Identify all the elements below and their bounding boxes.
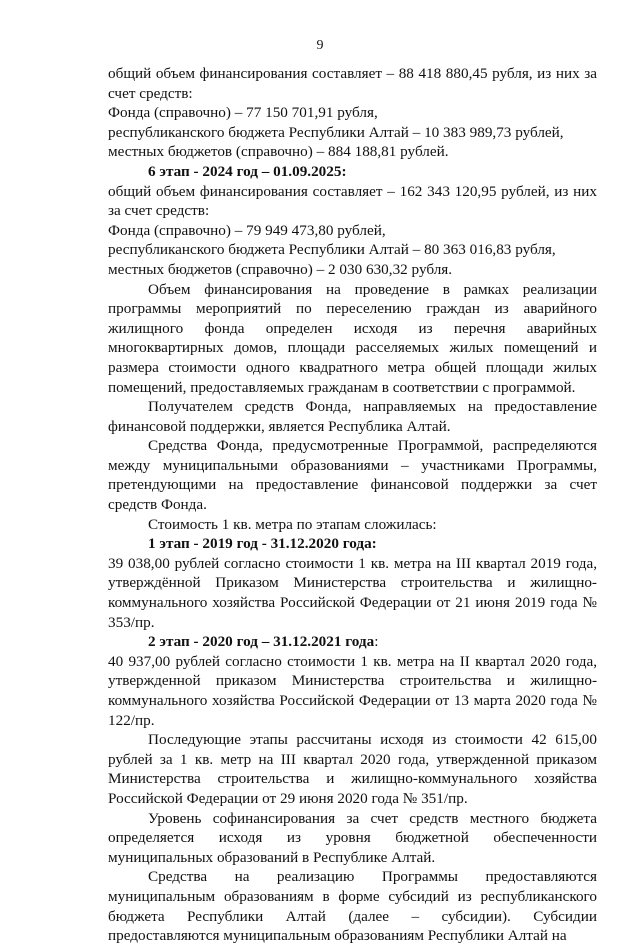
stage-heading-bold: 2 этап - 2020 год – 31.12.2021 года [148, 633, 375, 651]
paragraph: Последующие этапы рассчитаны исходя из стоимости 42 615,00 рублей за 1 кв. метр на III квартал 2020 года, утвержденной приказом Министерства строительства и жилищно-коммунального хозяйства Российской Федерации от 29 июня 2020 года № 351/пр. [108, 731, 597, 807]
stage-heading [108, 632, 597, 652]
paragraph: Фонда (справочно) – 79 949 473,80 рублей, [108, 221, 386, 239]
paragraph: Фонда (справочно) – 77 150 701,91 рубля, [108, 104, 378, 122]
paragraph: общий объем финансирования составляет – 162 343 120,95 рублей, из них за счет средств: [108, 182, 597, 220]
paragraph: республиканского бюджета Республики Алтай – 80 363 016,83 рубля, [108, 241, 556, 259]
stage-heading [108, 162, 597, 182]
paragraph: Средства Фонда, предусмотренные Программой, распределяются между муниципальными образованиями – участниками Программы, претендующими на предоставление финансовой поддержки за счет средств Фонда. [108, 437, 597, 514]
stage-heading-bold: 1 этап - 2019 год - 31.12.2020 года: [148, 535, 377, 553]
document-body [108, 64, 597, 946]
paragraph: республиканского бюджета Республики Алтай – 10 383 989,73 рублей, [108, 123, 564, 141]
paragraph: Уровень софинансирования за счет средств местного бюджета определяется исходя из уровня бюджетной обеспеченности муниципальных образований в Республике Алтай. [108, 809, 597, 866]
paragraph: местных бюджетов (справочно) – 884 188,81 рублей. [108, 143, 449, 161]
paragraph: Получателем средств Фонда, направляемых на предоставление финансовой поддержки, является Республика Алтай. [108, 398, 597, 435]
paragraph: 40 937,00 рублей согласно стоимости 1 кв. метра на II квартал 2020 года, утвержденной приказом Министерства строительства и жилищно-коммунального хозяйства Российской Федерации от 13 марта 2020 года № 122/пр. [108, 652, 597, 729]
paragraph: местных бюджетов (справочно) – 2 030 630,32 рубля. [108, 260, 453, 278]
stage-heading-rest: : [374, 633, 379, 651]
paragraph: 39 038,00 рублей согласно стоимости 1 кв. метра на III квартал 2019 года, утверждённой Приказом Министерства строительства и жилищно-коммунального хозяйства Российской Федерации от 21 июня 2019 года № 353/пр. [108, 554, 597, 631]
paragraph: Объем финансирования на проведение в рамках реализации программы мероприятий по переселению граждан из аварийного жилищного фонда определен исходя из перечня аварийных многоквартирных домов, площади расселяемых жилых помещений и размера стоимости одного квадратного метра общей площади жилых помещений, предоставляемых гражданам в соответствии с программой. [108, 280, 597, 396]
page-number: 9 [316, 38, 324, 53]
paragraph: Стоимость 1 кв. метра по этапам сложилась: [148, 515, 437, 533]
stage-heading-bold: 6 этап - 2024 год – 01.09.2025: [148, 162, 347, 180]
stage-heading [108, 534, 597, 554]
paragraph: общий объем финансирования составляет – 88 418 880,45 рубля, из них за счет средств: [108, 65, 597, 102]
paragraph: Средства на реализацию Программы предоставляются муниципальным образованиям в форме субсидий из республиканского бюджета Республики Алтай (далее – субсидии). Субсидии предоставляются муниципальным образованиям Республики Алтай на [108, 868, 597, 945]
